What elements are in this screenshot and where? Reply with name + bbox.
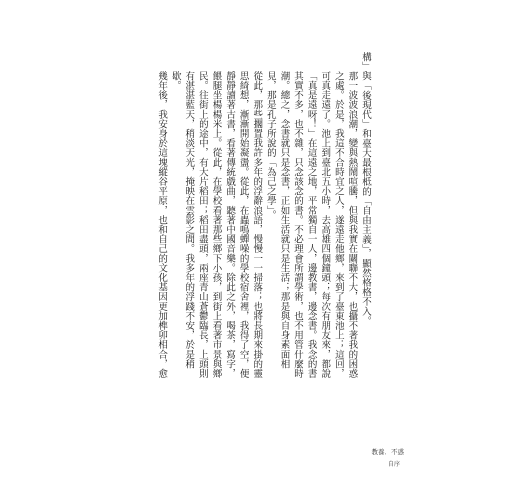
paragraph-1: 構」與「後現代」和臺大最根柢的「自由主義」，顯然格格不入。 (360, 52, 371, 326)
body-text (150, 52, 372, 382)
running-title: 教養．不惑 (371, 448, 404, 456)
paragraph-4: 幾年後，我安身於這塊縱谷平原，也和自己的文化基因更加榫卯相合，愈 (156, 71, 168, 379)
paragraph-3: 從此，那些擱置我許多年的浮辭浪語，慢慢一一掃落；也將長期來掛的靈思綺想，漸漸開始凝盪。從此，在蟲鳴蟬噪的學校宿舍裡，我得了空，便靜靜讀著古書，看著傳統戲曲，聽著中國音樂。除此之外，喝茶，寫字，餵腿坐楊楊米上。從此，在學校看著那些鄉下小孩，到街上看著市景與鄉民。往街上的途中，有大片稻田；稻田盡頭，兩座青山蒼鬱臨長，上頭則有湛湛藍天，稍淡天光，掩映在雲影之間。我多年的浮踐不安，於是稍歇。 (169, 71, 263, 379)
page-label: 自序 (387, 461, 400, 468)
paragraph-2: 那一波波浪潮，變與熱鬧喧騰，但與我實在關聯不大，也攝不著我的困惑之處。於是，我這不合時宜之人，遂遠走他鄉，來到了臺東池上；這回，可真走遠了。池上到臺北五小時，去高雄四個鐘頭；每次有朋友來，都說「真是遠呀！」在這遠之地，平常獨自一人，邊教書，邊念書。我念的書其實不多，也不雜，只念該念的書。不必理會所謂學術，也不用管什麼時潮。總之，念書就只是念書，正如生活就只是生活；那是與自身素面相見，那是孔子所說的「為己之學」。 (264, 71, 358, 379)
